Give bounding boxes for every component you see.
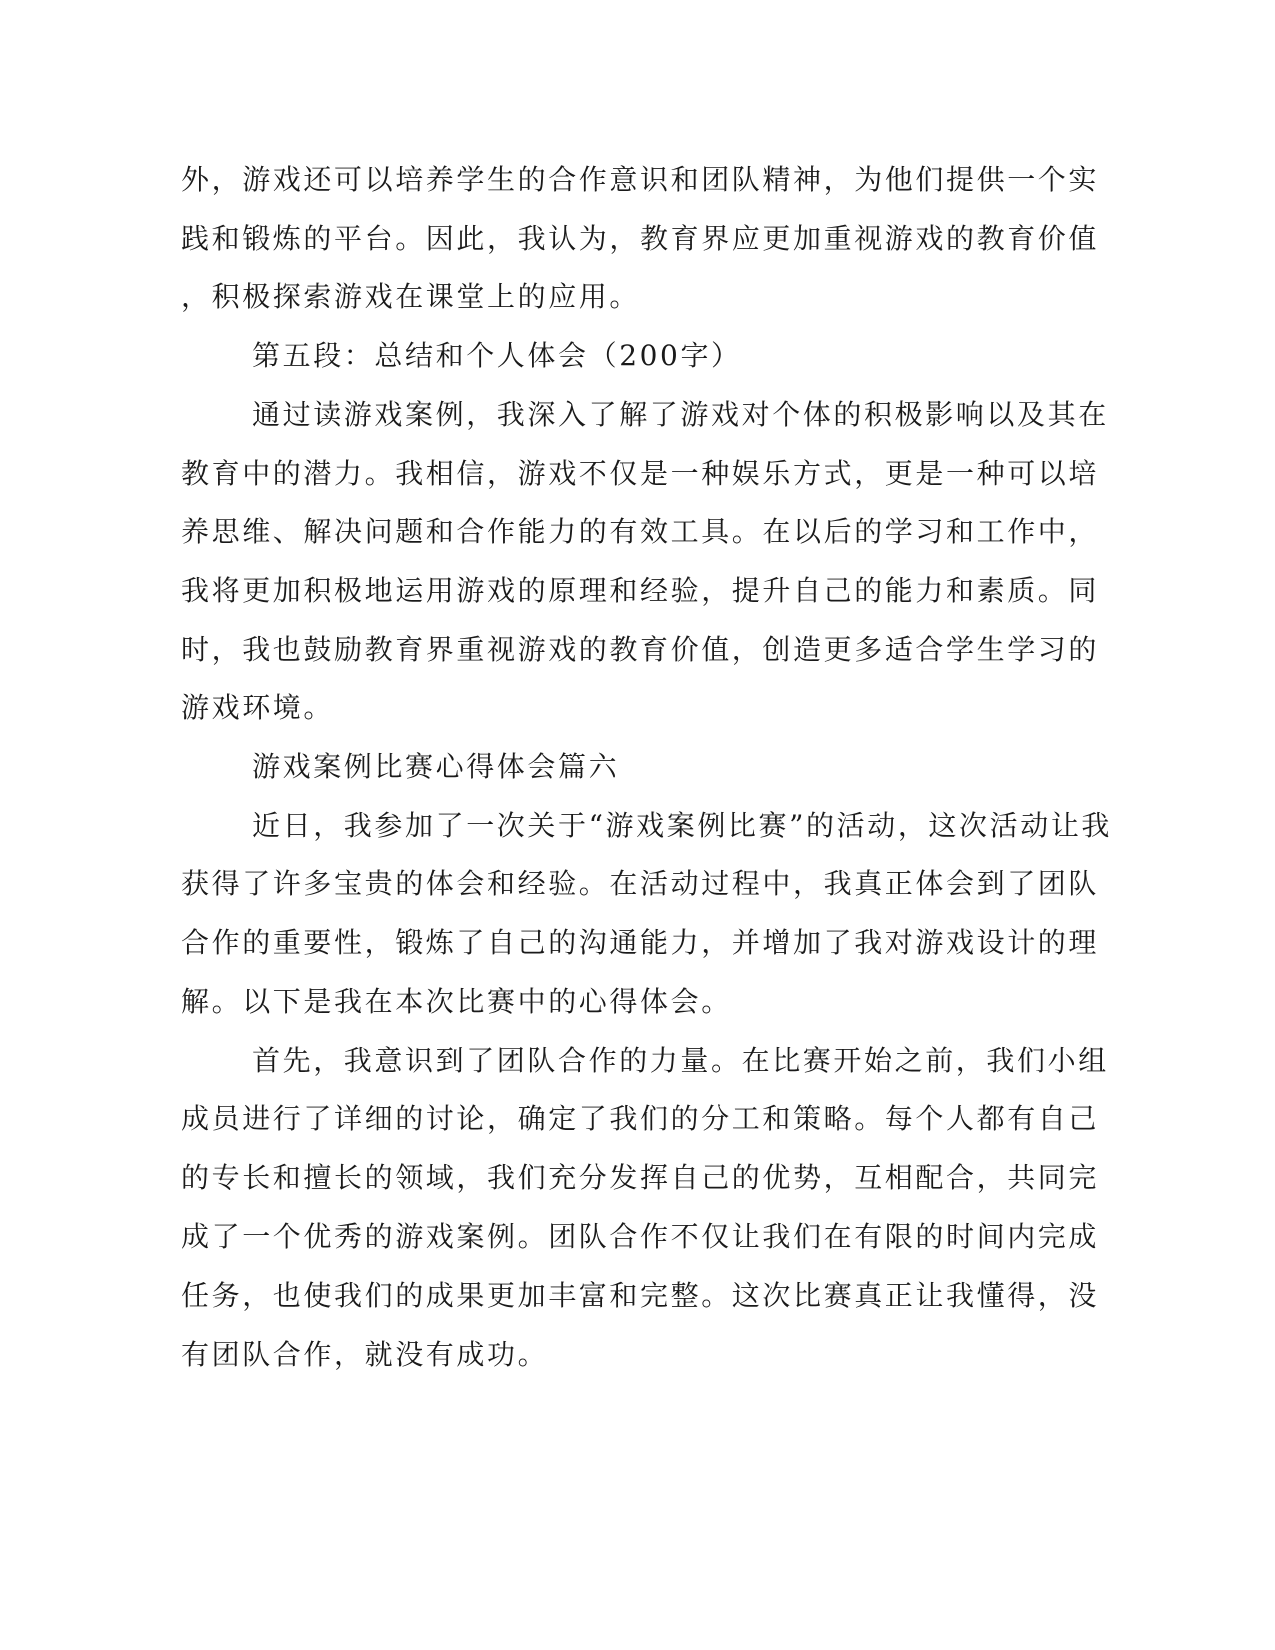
article-title: 游戏案例比赛心得体会篇六 bbox=[252, 750, 620, 783]
body-text-line: 外，游戏还可以培养学生的合作意识和团队精神，为他们提供一个实 bbox=[181, 163, 1100, 196]
section-heading: 第五段：总结和个人体会（200字） bbox=[252, 339, 742, 372]
body-text-line: 成员进行了详细的讨论，确定了我们的分工和策略。每个人都有自己 bbox=[181, 1102, 1100, 1135]
body-text-line: 我将更加积极地运用游戏的原理和经验，提升自己的能力和素质。同 bbox=[181, 574, 1100, 607]
body-text-line: 通过读游戏案例，我深入了解了游戏对个体的积极影响以及其在 bbox=[252, 398, 1109, 431]
body-text-line: 近日，我参加了一次关于“游戏案例比赛”的活动，这次活动让我 bbox=[252, 809, 1113, 842]
body-text-line: ，积极探索游戏在课堂上的应用。 bbox=[181, 280, 641, 313]
body-text-line: 解。以下是我在本次比赛中的心得体会。 bbox=[181, 985, 732, 1018]
body-text-line: 成了一个优秀的游戏案例。团队合作不仅让我们在有限的时间内完成 bbox=[181, 1220, 1100, 1253]
body-text-line: 时，我也鼓励教育界重视游戏的教育价值，创造更多适合学生学习的 bbox=[181, 633, 1100, 666]
body-text-line: 教育中的潜力。我相信，游戏不仅是一种娱乐方式，更是一种可以培 bbox=[181, 457, 1100, 490]
body-text-line: 践和锻炼的平台。因此，我认为，教育界应更加重视游戏的教育价值 bbox=[181, 222, 1100, 255]
body-text-line: 首先，我意识到了团队合作的力量。在比赛开始之前，我们小组 bbox=[252, 1044, 1109, 1077]
body-text-line: 游戏环境。 bbox=[181, 691, 335, 724]
body-text-line: 有团队合作，就没有成功。 bbox=[181, 1338, 549, 1371]
body-text-line: 合作的重要性，锻炼了自己的沟通能力，并增加了我对游戏设计的理 bbox=[181, 926, 1100, 959]
body-text-line: 获得了许多宝贵的体会和经验。在活动过程中，我真正体会到了团队 bbox=[181, 867, 1100, 900]
body-text-line: 的专长和擅长的领域，我们充分发挥自己的优势，互相配合，共同完 bbox=[181, 1161, 1100, 1194]
body-text-line: 任务，也使我们的成果更加丰富和完整。这次比赛真正让我懂得，没 bbox=[181, 1279, 1100, 1312]
body-text-line: 养思维、解决问题和合作能力的有效工具。在以后的学习和工作中， bbox=[181, 515, 1100, 548]
